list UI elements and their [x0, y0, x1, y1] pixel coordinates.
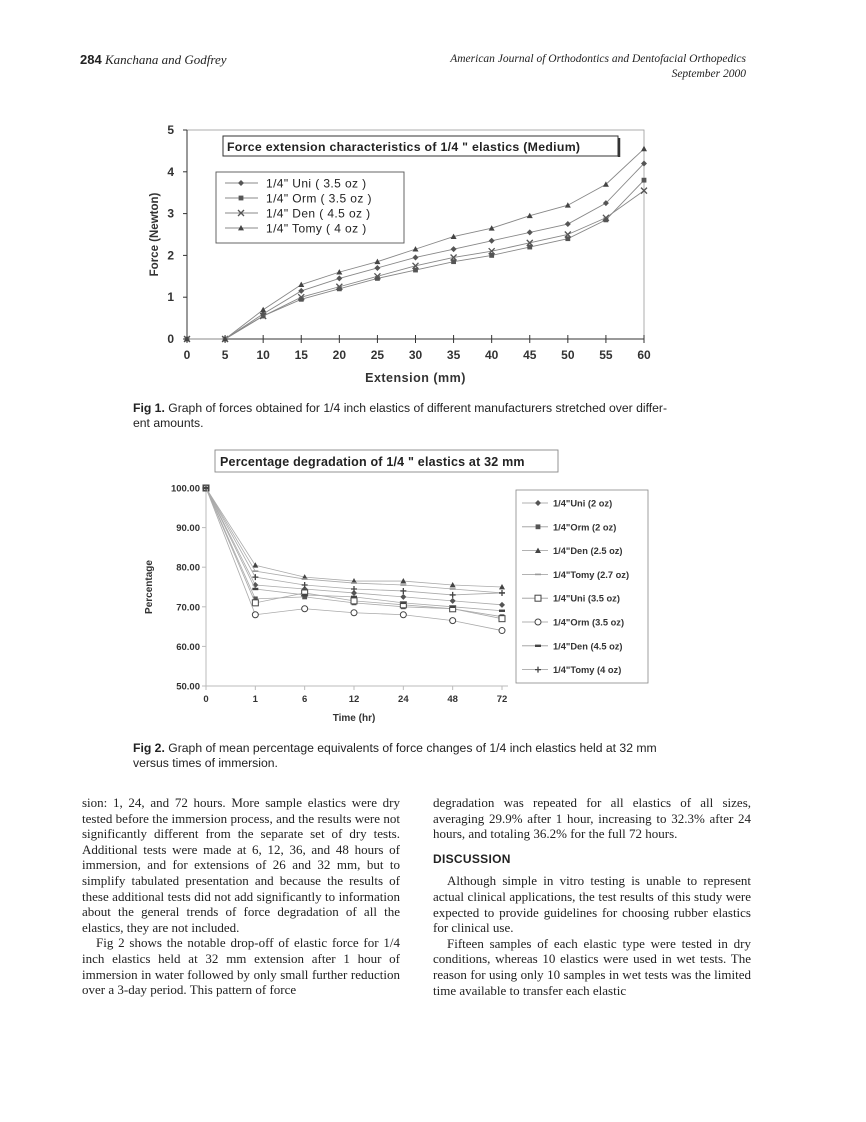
data-point [252, 570, 258, 572]
legend-label: 1/4"Orm (3.5 oz) [553, 617, 625, 628]
legend-label: 1/4" Uni ( 3.5 oz ) [266, 176, 367, 191]
data-point [499, 610, 505, 612]
x-tick-label: 15 [294, 348, 308, 362]
y-tick-label: 60.00 [176, 641, 200, 653]
x-tick-label: 50 [561, 348, 575, 362]
chart-title: Percentage degradation of 1/4 " elastics at 32 mm [220, 455, 525, 469]
body-paragraph: sion: 1, 24, and 72 hours. More sample elastics were dry tested before the immersion process, and the results were not significantly different from the separate set of dry tests. Additional tests were made at 6, 12, 36, and 48 hours of immersion, and for extensions of 26 and 32 mm, but to simplify tabulated presentation and because the results of these additional tests did not add significantly to information about the general trends of force degradation of all the elastics, they are not included. [82, 795, 400, 935]
x-tick-label: 10 [256, 348, 270, 362]
legend-marker [535, 574, 541, 576]
figure-1-label: Fig 1. [133, 401, 165, 415]
data-point [252, 600, 258, 606]
y-tick-label: 80.00 [176, 562, 200, 574]
legend-label: 1/4"Den (4.5 oz) [553, 641, 623, 652]
x-tick-label: 6 [302, 694, 308, 705]
x-tick-label: 35 [446, 348, 461, 362]
series-line [206, 488, 502, 593]
data-point [499, 590, 505, 596]
x-tick-label: 30 [408, 348, 423, 362]
x-tick-label: 24 [398, 694, 409, 705]
data-point [400, 612, 406, 618]
right-column [433, 795, 751, 998]
x-tick-label: 25 [370, 348, 385, 362]
x-tick-label: 45 [523, 348, 537, 362]
data-point [400, 602, 406, 604]
y-axis-label: Force (Newton) [149, 192, 161, 277]
data-point [351, 582, 357, 584]
figure-1-caption-line2: ent amounts. [133, 416, 204, 430]
x-tick-label: 1 [252, 694, 258, 705]
legend-label: 1/4"Uni (2 oz) [553, 498, 613, 509]
x-tick-label: 0 [203, 694, 209, 705]
legend-label: 1/4"Orm (2 oz) [553, 522, 617, 533]
running-authors: Kanchana and Godfrey [104, 52, 227, 67]
data-point [400, 588, 406, 594]
figure-2-caption-line2: versus times of immersion. [133, 756, 278, 770]
data-point [302, 578, 308, 580]
data-point [302, 582, 308, 588]
data-point [400, 594, 406, 600]
x-tick-label: 60 [637, 348, 651, 362]
body-paragraph: degradation was repeated for all elastics of all sizes, averaging 29.9% after 1 hour, increasing to 32.3% after 24 hours, and totaling 36.2% for the full 72 hours. [433, 795, 751, 842]
data-point [351, 586, 357, 592]
data-point [499, 628, 505, 634]
y-axis-label: Percentage [144, 560, 155, 614]
x-tick-label: 48 [447, 694, 458, 705]
data-point [351, 598, 357, 604]
figure-2-label: Fig 2. [133, 741, 165, 755]
page-number: 284 [80, 52, 102, 67]
data-point [302, 594, 308, 596]
legend-marker [535, 619, 541, 625]
data-point [400, 584, 406, 586]
y-tick-label: 0 [167, 332, 174, 346]
x-tick-label: 20 [332, 348, 347, 362]
left-column [82, 795, 400, 998]
legend-marker [535, 645, 541, 647]
data-point [351, 596, 357, 598]
legend-marker [535, 595, 541, 601]
y-tick-label: 3 [167, 206, 174, 221]
data-point [499, 616, 505, 622]
legend-label: 1/4" Den ( 4.5 oz ) [266, 206, 371, 221]
data-point [450, 618, 456, 624]
series-line [206, 488, 502, 587]
x-tick-label: 55 [599, 348, 613, 362]
y-tick-label: 70.00 [176, 602, 200, 614]
data-point [450, 606, 456, 608]
y-tick-label: 2 [167, 248, 174, 263]
legend-label: 1/4"Uni (3.5 oz) [553, 593, 620, 604]
legend-label: 1/4" Tomy ( 4 oz ) [266, 221, 367, 236]
y-tick-label: 1 [167, 290, 174, 305]
data-point [252, 574, 258, 580]
figure-2-caption [133, 741, 657, 771]
figure-1-caption [133, 401, 667, 431]
legend-label: 1/4" Orm ( 3.5 oz ) [266, 191, 372, 206]
y-tick-label: 90.00 [176, 523, 200, 535]
data-point [450, 588, 456, 590]
legend-label: 1/4"Tomy (2.7 oz) [553, 569, 630, 580]
body-paragraph: Although simple in vitro testing is unable to represent actual clinical applications, the test results of this study were expected to provide guidelines for choosing rubber elastics for clinical use. [433, 873, 751, 936]
chart-title: Force extension characteristics of 1/4 " elastics (Medium) [227, 140, 581, 154]
x-tick-label: 0 [183, 348, 191, 362]
data-point [252, 588, 258, 590]
section-heading-discussion: DISCUSSION [433, 851, 511, 866]
data-point [450, 592, 456, 598]
x-axis-label: Extension (mm) [365, 371, 466, 385]
body-paragraph: Fifteen samples of each elastic type were tested in dry conditions, whereas 10 elastics were used in wet tests. The reason for using only 10 samples in wet tests was the limited time available to transfer each elastic [433, 935, 751, 998]
x-tick-label: 12 [348, 694, 360, 705]
legend-label: 1/4"Tomy (4 oz) [553, 665, 622, 676]
y-tick-label: 50.00 [176, 681, 200, 693]
body-paragraph: Fig 2 shows the notable drop-off of elastic force for 1/4 inch elastics held at 32 mm extension after 1 hour of immersion in water followed by only small further reduction over a 3-day period. This pattern of force [82, 935, 400, 998]
figure-2-caption-line1: Graph of mean percentage equivalents of force changes of 1/4 inch elastics held at 32 mm [168, 741, 657, 755]
figure-1-caption-line1: Graph of forces obtained for 1/4 inch elastics of different manufacturers stretched over differ- [168, 401, 668, 415]
data-point [252, 612, 258, 618]
data-point [302, 606, 308, 612]
data-point [450, 598, 456, 604]
y-tick-label: 4 [167, 164, 174, 179]
data-point [351, 610, 357, 616]
x-axis-label: Time (hr) [332, 713, 376, 724]
legend-label: 1/4"Den (2.5 oz) [553, 546, 623, 557]
x-tick-label: 5 [221, 348, 229, 362]
x-tick-label: 40 [484, 348, 499, 362]
data-point [252, 562, 258, 567]
x-tick-label: 72 [496, 694, 508, 705]
y-tick-label: 5 [167, 123, 174, 137]
data-point [499, 602, 505, 608]
issue-date: September 2000 [671, 68, 746, 80]
y-tick-label: 100.00 [170, 483, 200, 495]
journal-name: American Journal of Orthodontics and Dentofacial Orthopedics [450, 53, 746, 65]
legend-box [516, 490, 648, 683]
legend-marker [536, 524, 541, 529]
